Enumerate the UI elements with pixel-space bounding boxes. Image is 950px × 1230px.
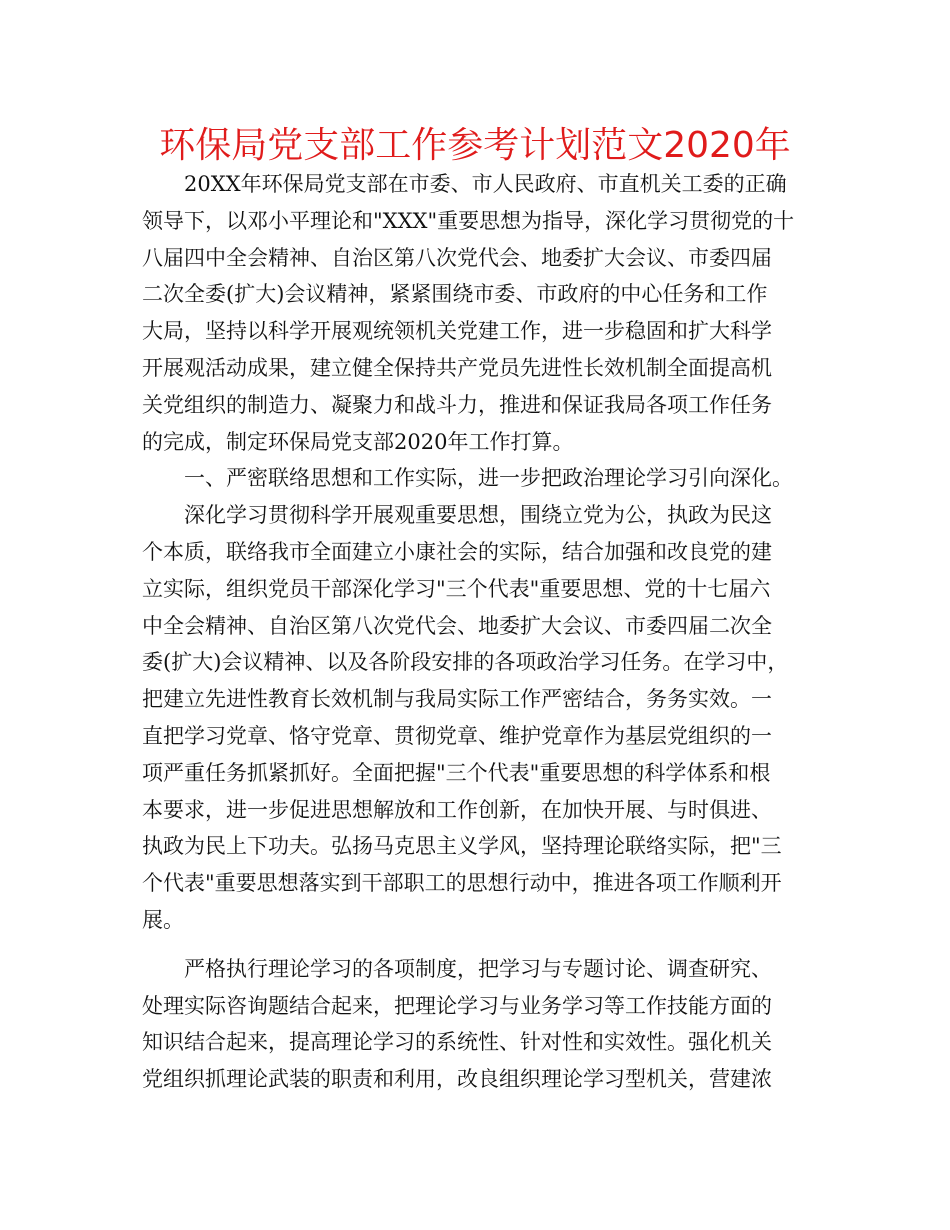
text-line: 处理实际咨询题结合起来，把理论学习与业务学习等工作技能方面的 bbox=[142, 993, 772, 1018]
text-line: 本要求，进一步促进思想解放和工作创新，在加快开展、与时俱进、 bbox=[142, 797, 772, 822]
text-line: 把建立先进性教育长效机制与我局实际工作严密结合，务务实效。一 bbox=[142, 687, 772, 712]
paragraph-intro bbox=[142, 166, 822, 460]
text-line: 立实际，组织党员干部深化学习"三个代表"重要思想、党的十七届六 bbox=[142, 576, 771, 601]
text-line: 执政为民上下功夫。弘扬马克思主义学风，坚持理论联络实际，把"三 bbox=[142, 834, 782, 859]
text-line: 个代表"重要思想落实到干部职工的思想行动中，推进各项工作顺利开 bbox=[142, 871, 782, 896]
text-line: 一、严密联络思想和工作实际，进一步把政治理论学习引向深化。 bbox=[142, 466, 793, 491]
text-line: 个本质，联络我市全面建立小康社会的实际，结合加强和改良党的建 bbox=[142, 539, 772, 564]
paragraph-system bbox=[142, 951, 822, 1098]
text-line: 开展观活动成果，建立健全保持共产党员先进性长效机制全面提高机 bbox=[142, 355, 772, 380]
text-line: 领导下，以邓小平理论和"XXX"重要思想为指导，深化学习贯彻党的十 bbox=[142, 208, 795, 233]
text-line: 知识结合起来，提高理论学习的系统性、针对性和实效性。强化机关 bbox=[142, 1030, 772, 1055]
text-line: 党组织抓理论武装的职责和利用，改良组织理论学习型机关，营建浓 bbox=[142, 1067, 772, 1092]
text-line: 委(扩大)会议精神、以及各阶段安排的各项政治学习任务。在学习中， bbox=[142, 650, 789, 675]
text-line: 项严重任务抓紧抓好。全面把握"三个代表"重要思想的科学体系和根 bbox=[142, 760, 771, 785]
text-line: 大局，坚持以科学开展观统领机关党建工作，进一步稳固和扩大科学 bbox=[142, 319, 772, 344]
text-line: 展。 bbox=[142, 907, 184, 932]
text-line: 二次全委(扩大)会议精神，紧紧围绕市委、市政府的中心任务和工作 bbox=[142, 282, 768, 307]
text-line: 20XX年环保局党支部在市委、市人民政府、市直机关工委的正确 bbox=[142, 172, 787, 196]
paragraph-gap bbox=[142, 939, 822, 951]
text-line: 中全会精神、自治区第八次党代会、地委扩大会议、市委四届二次全 bbox=[142, 613, 772, 638]
text-line: 严格执行理论学习的各项制度，把学习与专题讨论、调查研究、 bbox=[142, 956, 772, 981]
document-title: 环保局党支部工作参考计划范文2020年 bbox=[159, 125, 791, 166]
text-line: 的完成，制定环保局党支部2020年工作打算。 bbox=[142, 429, 574, 454]
document-body bbox=[142, 166, 822, 1098]
section-heading bbox=[142, 460, 822, 497]
text-line: 关党组织的制造力、凝聚力和战斗力，推进和保证我局各项工作任务 bbox=[142, 392, 772, 417]
text-line: 八届四中全会精神、自治区第八次党代会、地委扩大会议、市委四届 bbox=[142, 245, 772, 270]
text-line: 深化学习贯彻科学开展观重要思想，围绕立党为公，执政为民这 bbox=[142, 503, 772, 528]
text-line: 直把学习党章、恪守党章、贯彻党章、维护党章作为基层党组织的一 bbox=[142, 723, 772, 748]
paragraph-study bbox=[142, 497, 822, 939]
